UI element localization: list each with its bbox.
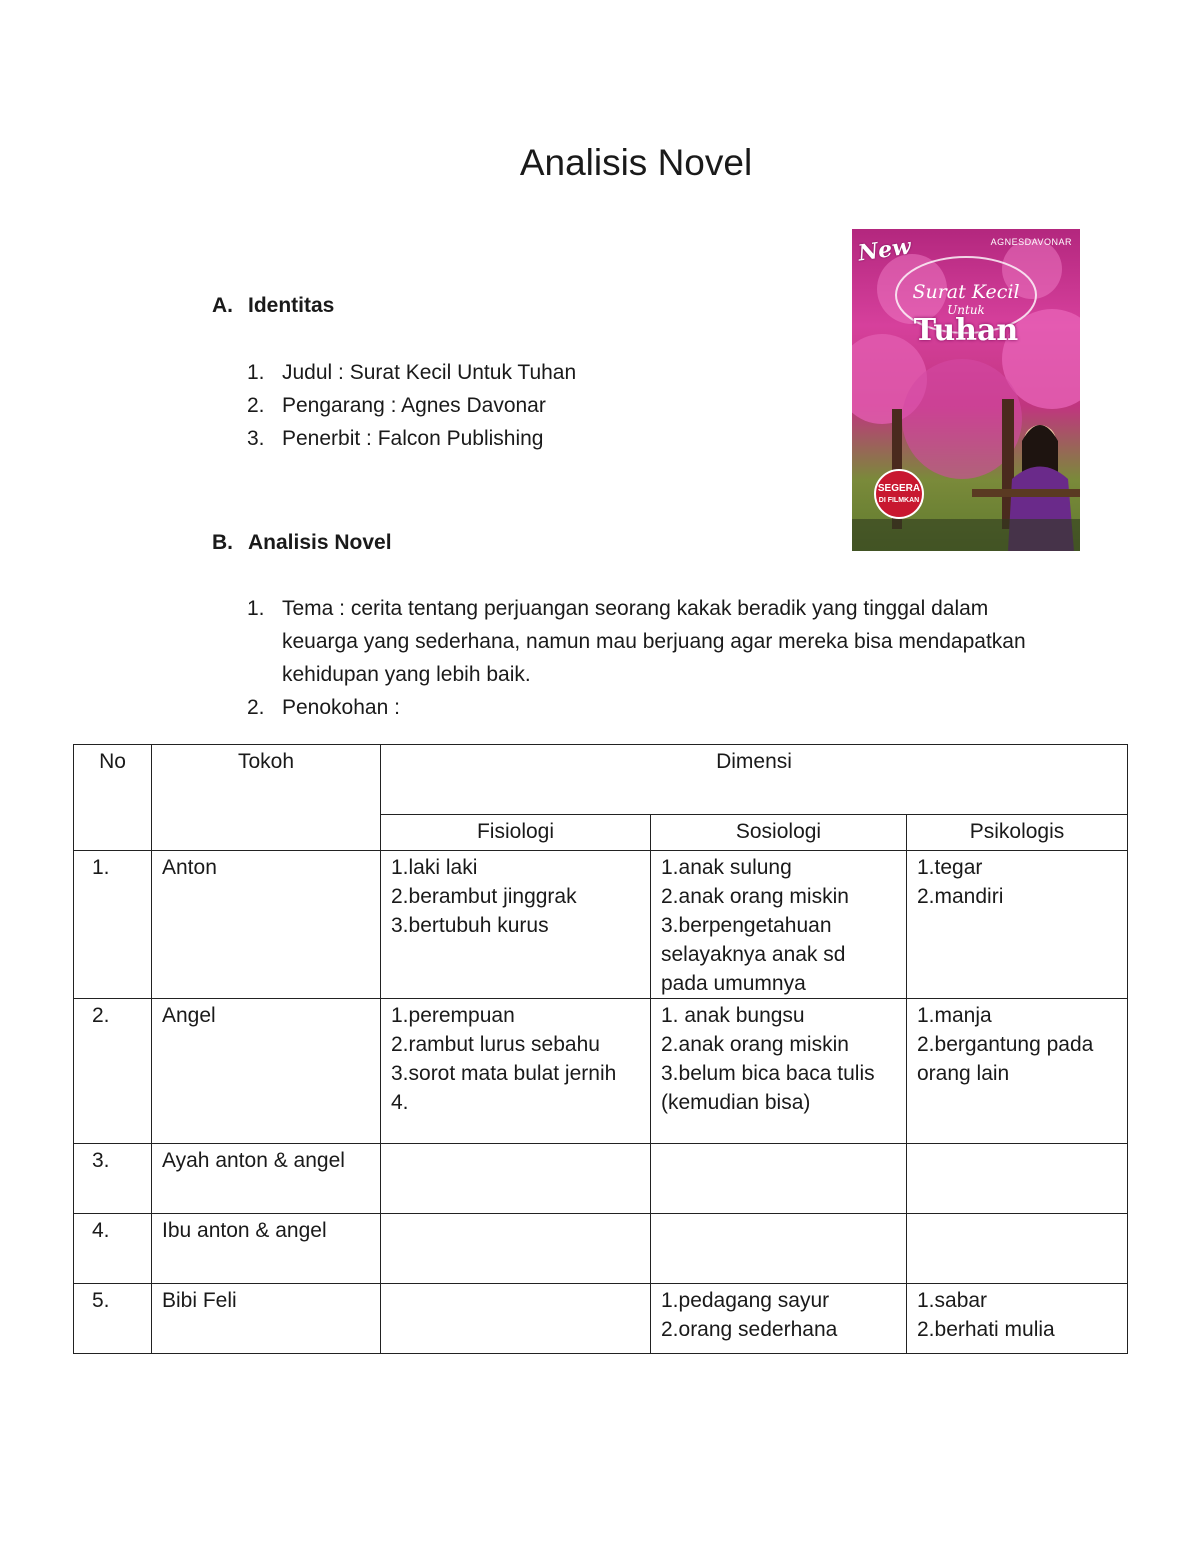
header-tokoh: Tokoh: [152, 745, 381, 851]
list-item: [247, 422, 576, 455]
header-sosiologi: Sosiologi: [651, 815, 907, 851]
cell-tokoh: Ibu anton & angel: [152, 1214, 381, 1284]
cell-no: 2.: [74, 999, 152, 1144]
cell-psikologis: 1.tegar 2.mandiri: [907, 851, 1128, 999]
table-row: [74, 1284, 1128, 1354]
list-number: 3.: [247, 427, 265, 450]
cell-sosiologi: [651, 1144, 907, 1214]
header-dimensi: Dimensi: [381, 745, 1128, 815]
cell-psikologis: [907, 1144, 1128, 1214]
cell-sosiologi: 1.anak sulung 2.anak orang miskin 3.berpengetahuan selayaknya anak sd pada umumnya: [651, 851, 907, 999]
pengarang-text: Pengarang : Agnes Davonar: [282, 394, 546, 417]
badge-top-text: SEGERA: [877, 483, 921, 494]
list-item: [247, 592, 1067, 691]
cover-title-line3: Tuhan: [913, 313, 1019, 348]
list-number: 2.: [247, 394, 265, 417]
cell-psikologis: [907, 1214, 1128, 1284]
table-row: [74, 1214, 1128, 1284]
cell-fisiologi: [381, 1284, 651, 1354]
section-a-title: Identitas: [248, 294, 335, 317]
table-row: [74, 1144, 1128, 1214]
tema-text: Tema : cerita tentang perjuangan seorang kakak beradik yang tinggal dalam keuarga yang sederhana, namun mau berjuang agar mereka bisa mendapatkan kehidupan yang lebih baik.: [282, 597, 1026, 686]
section-a-letter: A.: [212, 294, 233, 317]
penerbit-text: Penerbit : Falcon Publishing: [282, 427, 544, 450]
header-psikologis: Psikologis: [907, 815, 1128, 851]
section-a-heading: [212, 294, 334, 318]
section-b-heading: [212, 531, 392, 555]
cell-no: 5.: [74, 1284, 152, 1354]
cell-tokoh: Ayah anton & angel: [152, 1144, 381, 1214]
cell-tokoh: Bibi Feli: [152, 1284, 381, 1354]
list-item: [247, 691, 1067, 724]
cell-psikologis: 1.manja 2.bergantung pada orang lain: [907, 999, 1128, 1144]
cover-new-label: New: [856, 233, 913, 267]
section-b-letter: B.: [212, 531, 233, 554]
analisis-list: [247, 592, 1067, 724]
badge-bottom-text: DI FILMKAN: [878, 497, 920, 504]
cell-fisiologi: 1.perempuan 2.rambut lurus sebahu 3.sorot mata bulat jernih 4.: [381, 999, 651, 1144]
cell-no: 1.: [74, 851, 152, 999]
table-row: [74, 999, 1128, 1144]
list-number: 1.: [247, 597, 265, 620]
header-fisiologi: Fisiologi: [381, 815, 651, 851]
book-cover-image: [852, 229, 1080, 551]
cover-author: AGNESDAVONAR: [990, 237, 1072, 247]
section-b-title: Analisis Novel: [248, 531, 392, 554]
penokohan-text: Penokohan :: [282, 696, 400, 719]
list-item: [247, 389, 576, 422]
cell-tokoh: Angel: [152, 999, 381, 1144]
page-title: Analisis Novel: [519, 142, 753, 183]
identitas-list: [247, 356, 576, 455]
cell-no: 3.: [74, 1144, 152, 1214]
list-number: 2.: [247, 696, 265, 719]
cell-sosiologi: 1. anak bungsu 2.anak orang miskin 3.belum bica baca tulis (kemudian bisa): [651, 999, 907, 1144]
list-item: [247, 356, 576, 389]
cell-no: 4.: [74, 1214, 152, 1284]
segera-badge: [874, 469, 924, 519]
cell-sosiologi: [651, 1214, 907, 1284]
cell-psikologis: 1.sabar 2.berhati mulia: [907, 1284, 1128, 1354]
cell-fisiologi: [381, 1214, 651, 1284]
list-number: 1.: [247, 361, 265, 384]
cell-fisiologi: 1.laki laki 2.berambut jinggrak 3.bertubuh kurus: [381, 851, 651, 999]
header-no: No: [74, 745, 152, 851]
table-row: [74, 851, 1128, 999]
penokohan-table: [73, 744, 1128, 1354]
cover-title-line2: Untuk: [947, 303, 985, 317]
judul-text: Judul : Surat Kecil Untuk Tuhan: [282, 361, 577, 384]
cell-tokoh: Anton: [152, 851, 381, 999]
cover-title-line1: Surat Kecil: [912, 281, 1020, 303]
cell-fisiologi: [381, 1144, 651, 1214]
cell-sosiologi: 1.pedagang sayur 2.orang sederhana: [651, 1284, 907, 1354]
table-header-row: [74, 745, 1128, 815]
